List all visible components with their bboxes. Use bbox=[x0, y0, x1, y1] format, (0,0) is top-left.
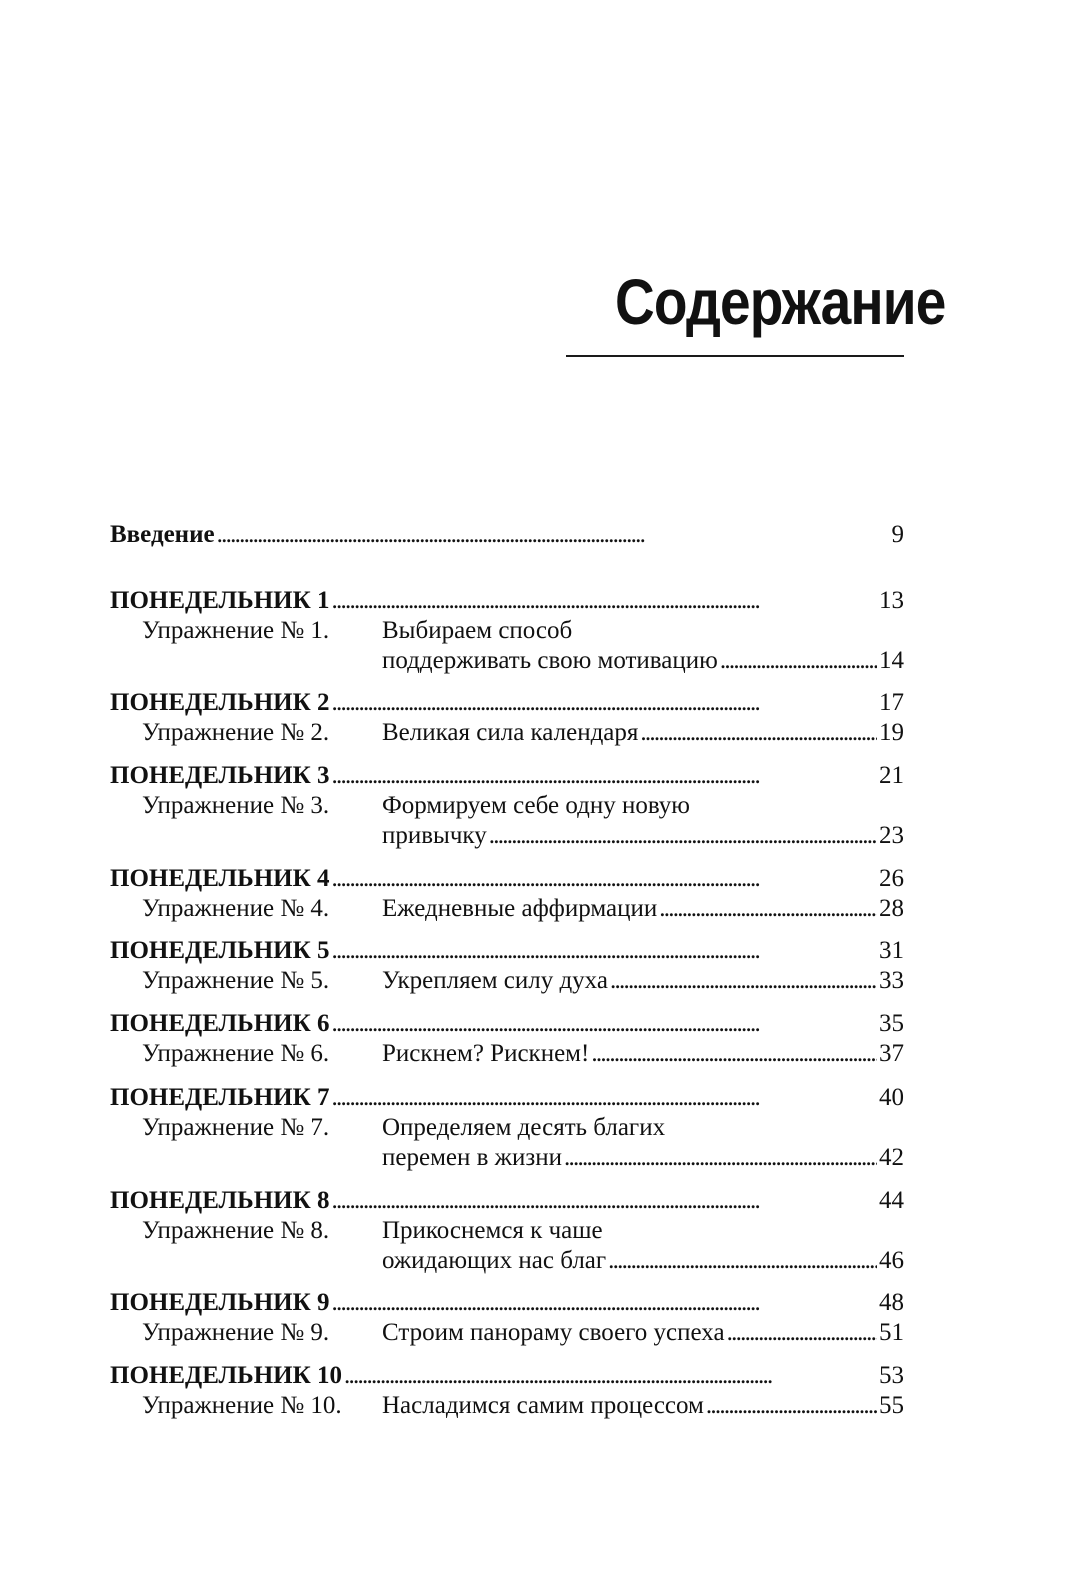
exercise-title: Ежедневные аффирмации bbox=[382, 895, 658, 922]
exercise-title: Строим панораму своего успеха bbox=[382, 1319, 725, 1346]
toc-entry-chapter-5[interactable] bbox=[110, 936, 904, 965]
chapter-label: ПОНЕДЕЛЬНИК 8 bbox=[110, 1187, 330, 1214]
leader-dots bbox=[217, 520, 890, 549]
chapter-label: ПОНЕДЕЛЬНИК 2 bbox=[110, 689, 330, 716]
leader-dots bbox=[331, 1009, 877, 1038]
toc-exercise-2[interactable] bbox=[110, 718, 904, 747]
exercise-title: Определяем десять благих bbox=[382, 1114, 666, 1141]
toc-exercise-3-line-1 bbox=[110, 791, 904, 820]
toc-page-number: 9 bbox=[891, 521, 904, 548]
leader-dots bbox=[591, 1039, 877, 1068]
chapter-label: ПОНЕДЕЛЬНИК 9 bbox=[110, 1289, 330, 1316]
toc-page-number: 35 bbox=[879, 1010, 904, 1037]
chapter-label: ПОНЕДЕЛЬНИК 4 bbox=[110, 865, 330, 892]
toc-entry-chapter-8[interactable] bbox=[110, 1186, 904, 1215]
leader-dots bbox=[331, 688, 877, 717]
chapter-label: ПОНЕДЕЛЬНИК 6 bbox=[110, 1010, 330, 1037]
toc-page-number: 21 bbox=[879, 762, 904, 789]
toc-exercise-10[interactable] bbox=[110, 1391, 904, 1420]
toc-page-number: 53 bbox=[879, 1362, 904, 1389]
leader-dots bbox=[331, 864, 877, 893]
toc-entry-chapter-1[interactable] bbox=[110, 586, 904, 615]
exercise-label: Упражнение № 10. bbox=[142, 1392, 342, 1419]
leader-dots bbox=[331, 761, 877, 790]
exercise-label: Упражнение № 6. bbox=[142, 1040, 330, 1067]
page-title: Содержание bbox=[615, 266, 946, 338]
toc-exercise-8[interactable] bbox=[110, 1246, 904, 1275]
exercise-label: Упражнение № 3. bbox=[142, 792, 330, 819]
exercise-title: поддерживать свою мотивацию bbox=[382, 647, 718, 674]
exercise-title: привычку bbox=[382, 822, 487, 849]
toc-page-number: 17 bbox=[879, 689, 904, 716]
leader-dots bbox=[640, 718, 877, 747]
toc-page-number: 23 bbox=[879, 822, 904, 849]
toc-exercise-9[interactable] bbox=[110, 1318, 904, 1347]
exercise-label: Упражнение № 1. bbox=[142, 617, 330, 644]
exercise-title: Укрепляем силу духа bbox=[382, 967, 608, 994]
chapter-label: ПОНЕДЕЛЬНИК 7 bbox=[110, 1084, 330, 1111]
title-underline bbox=[566, 355, 904, 357]
toc-page-number: 48 bbox=[879, 1289, 904, 1316]
exercise-label: Упражнение № 2. bbox=[142, 719, 330, 746]
exercise-label: Упражнение № 4. bbox=[142, 895, 330, 922]
exercise-label: Упражнение № 7. bbox=[142, 1114, 330, 1141]
toc-entry-chapter-2[interactable] bbox=[110, 688, 904, 717]
toc-entry-chapter-3[interactable] bbox=[110, 761, 904, 790]
leader-dots bbox=[331, 1186, 877, 1215]
toc-page-number: 31 bbox=[879, 937, 904, 964]
toc-page-number: 37 bbox=[879, 1040, 904, 1067]
toc-page-number: 33 bbox=[879, 967, 904, 994]
leader-dots bbox=[610, 966, 877, 995]
leader-dots bbox=[720, 646, 877, 675]
leader-dots bbox=[331, 936, 877, 965]
toc-exercise-6[interactable] bbox=[110, 1039, 904, 1068]
leader-dots bbox=[564, 1143, 877, 1172]
exercise-label: Упражнение № 5. bbox=[142, 967, 330, 994]
toc-exercise-3[interactable] bbox=[110, 821, 904, 850]
toc-exercise-1[interactable] bbox=[110, 646, 904, 675]
toc-page-number: 28 bbox=[879, 895, 904, 922]
leader-dots bbox=[331, 1288, 877, 1317]
toc-page-number: 40 bbox=[879, 1084, 904, 1111]
toc-page-number: 44 bbox=[879, 1187, 904, 1214]
toc-exercise-7[interactable] bbox=[110, 1143, 904, 1172]
chapter-label: ПОНЕДЕЛЬНИК 5 bbox=[110, 937, 330, 964]
toc-entry-label: Введение bbox=[110, 521, 215, 548]
leader-dots bbox=[608, 1246, 877, 1275]
exercise-label: Упражнение № 8. bbox=[142, 1217, 330, 1244]
toc-exercise-7-line-1 bbox=[110, 1113, 904, 1142]
toc-exercise-8-line-1 bbox=[110, 1216, 904, 1245]
exercise-title: Великая сила календаря bbox=[382, 719, 639, 746]
toc-entry-chapter-10[interactable] bbox=[110, 1361, 904, 1390]
toc-page-number: 19 bbox=[879, 719, 904, 746]
exercise-label: Упражнение № 9. bbox=[142, 1319, 330, 1346]
toc-page-number: 13 bbox=[879, 587, 904, 614]
leader-dots bbox=[331, 586, 877, 615]
toc-page-number: 46 bbox=[879, 1247, 904, 1274]
toc-page-number: 14 bbox=[879, 647, 904, 674]
toc-page-number: 51 bbox=[879, 1319, 904, 1346]
exercise-title: Рискнем? Рискнем! bbox=[382, 1040, 590, 1067]
exercise-title: Насладимся самим процессом bbox=[382, 1392, 704, 1419]
leader-dots bbox=[727, 1318, 877, 1347]
leader-dots bbox=[331, 1083, 877, 1112]
toc-exercise-1-line-1 bbox=[110, 616, 904, 645]
toc-page-number: 26 bbox=[879, 865, 904, 892]
toc-page-number: 42 bbox=[879, 1144, 904, 1171]
toc-entry-chapter-7[interactable] bbox=[110, 1083, 904, 1112]
chapter-label: ПОНЕДЕЛЬНИК 3 bbox=[110, 762, 330, 789]
exercise-title: Прикоснемся к чаше bbox=[382, 1217, 603, 1244]
leader-dots bbox=[344, 1361, 877, 1390]
exercise-title: перемен в жизни bbox=[382, 1144, 562, 1171]
leader-dots bbox=[706, 1391, 877, 1420]
exercise-title: Формируем себе одну новую bbox=[382, 792, 690, 819]
exercise-title: ожидающих нас благ bbox=[382, 1247, 607, 1274]
toc-entry-chapter-9[interactable] bbox=[110, 1288, 904, 1317]
toc-entry-chapter-4[interactable] bbox=[110, 864, 904, 893]
toc-page-number: 55 bbox=[879, 1392, 904, 1419]
chapter-label: ПОНЕДЕЛЬНИК 1 bbox=[110, 587, 330, 614]
leader-dots bbox=[659, 894, 877, 923]
exercise-title: Выбираем способ bbox=[382, 617, 573, 644]
chapter-label: ПОНЕДЕЛЬНИК 10 bbox=[110, 1362, 342, 1389]
leader-dots bbox=[489, 821, 877, 850]
toc-exercise-5[interactable] bbox=[110, 966, 904, 995]
toc-entry-intro[interactable] bbox=[110, 520, 904, 549]
toc-exercise-4[interactable] bbox=[110, 894, 904, 923]
toc-entry-chapter-6[interactable] bbox=[110, 1009, 904, 1038]
